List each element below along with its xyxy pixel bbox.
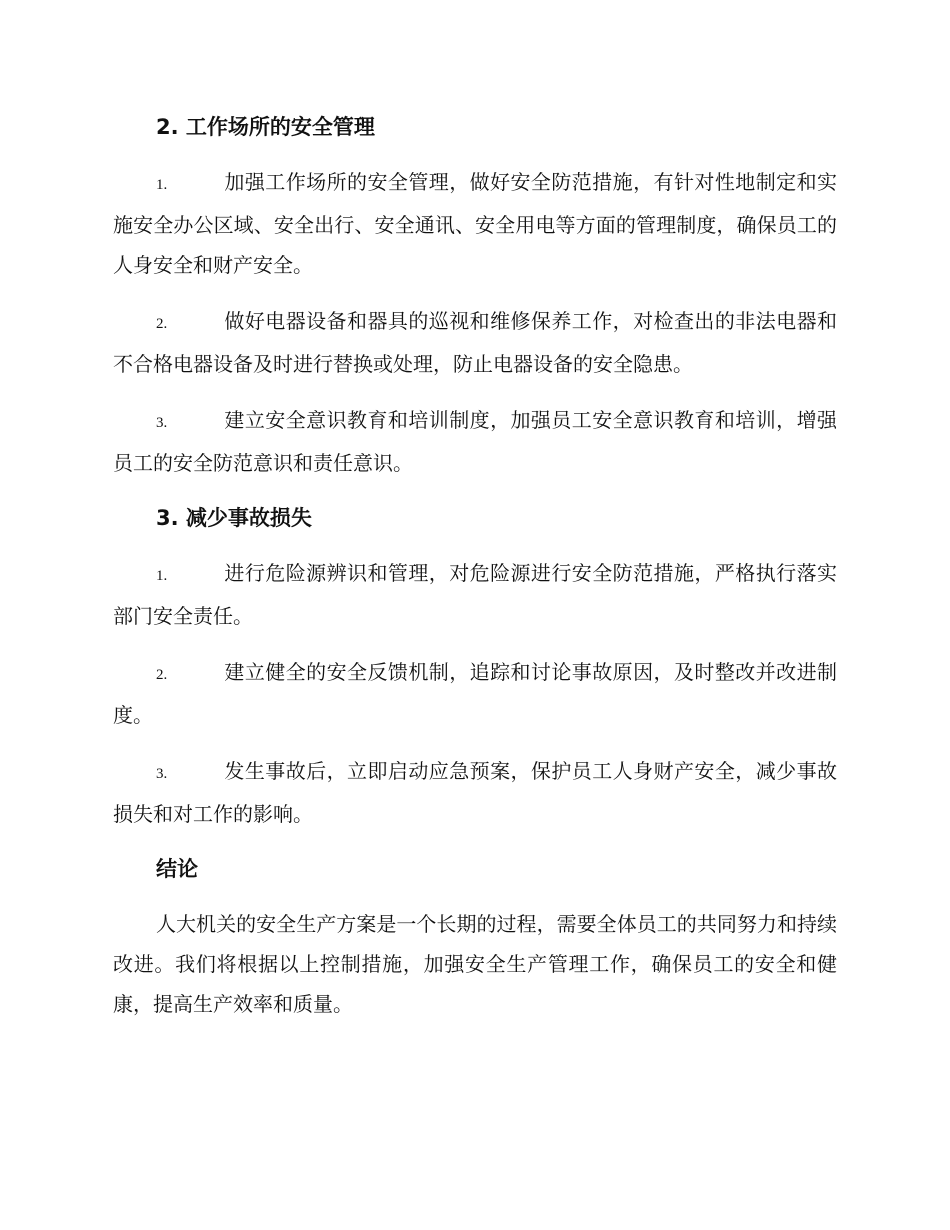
list-item-number: 2. [156,667,168,683]
list-item-number: 3. [156,766,168,782]
list-item [113,652,837,735]
list-item-number: 3. [156,415,168,431]
document-body [113,108,837,1024]
section-heading-workplace-safety: 2. 工作场所的安全管理 [156,115,375,139]
section-heading-reduce-accident-loss: 3. 减少事故损失 [156,506,312,530]
list-item-number: 2. [156,316,168,332]
list-item [113,162,837,285]
list-item-number: 1. [156,568,168,584]
list-item [113,301,837,384]
list-item-text: 加强工作场所的安全管理，做好安全防范措施，有针对性地制定和实施安全办公区域、安全出行、安全通讯、安全用电等方面的管理制度，确保员工的人身安全和财产安全。 [113,170,837,277]
conclusion-paragraph: 人大机关的安全生产方案是一个长期的过程，需要全体员工的共同努力和持续改进。我们将根据以上控制措施，加强安全生产管理工作，确保员工的安全和健康，提高生产效率和质量。 [113,912,837,1016]
list-item [113,553,837,636]
conclusion-heading: 结论 [156,857,198,881]
list-item [113,400,837,483]
list-item-text: 发生事故后，立即启动应急预案，保护员工人身财产安全，减少事故损失和对工作的影响。 [113,759,837,826]
list-item-number: 1. [156,177,168,193]
list-item-text: 建立健全的安全反馈机制，追踪和讨论事故原因，及时整改并改进制度。 [113,660,837,727]
list-item-text: 做好电器设备和器具的巡视和维修保养工作，对检查出的非法电器和不合格电器设备及时进行替换或处理，防止电器设备的安全隐患。 [113,309,837,376]
list-item-text: 建立安全意识教育和培训制度，加强员工安全意识教育和培训，增强员工的安全防范意识和责任意识。 [113,408,837,475]
list-item [113,751,837,834]
list-item-text: 进行危险源辨识和管理，对危险源进行安全防范措施，严格执行落实部门安全责任。 [113,561,837,628]
